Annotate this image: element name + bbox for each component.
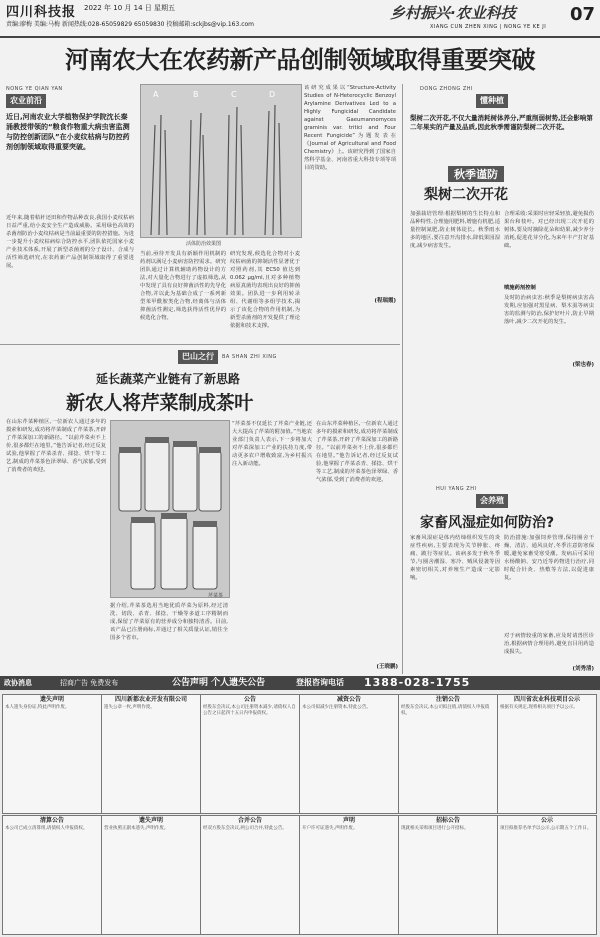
ad-cell bbox=[398, 815, 498, 935]
ad-text: 根据有关规定,现将相关项目予以公示。 bbox=[500, 705, 578, 710]
story2-photo-caption: 芹菜茶 bbox=[208, 593, 224, 599]
story1-tag-pinyin: NONG YE QIAN YAN bbox=[6, 86, 63, 92]
svg-text:C: C bbox=[231, 90, 237, 99]
ad-text: 营业执照正副本遗失,声明作废。 bbox=[104, 826, 169, 831]
story4-tag-pinyin: HUI YANG ZHI bbox=[436, 486, 477, 492]
story2-banner: 巴山之行 bbox=[178, 350, 218, 364]
story1-headline: 河南农大在农药新产品创制领域取得重要突破 bbox=[65, 46, 535, 74]
classified-ads-section bbox=[0, 676, 600, 937]
ad-cell bbox=[497, 815, 597, 935]
wheat-seedling-illustration bbox=[141, 85, 301, 237]
celery-tea-jars-illustration bbox=[111, 421, 229, 597]
story1-body-a: 近年来,随着秸秆还田和作物品种改良,我国小麦纹枯病日益严重,给小麦安全生产造成威胁。采用绿色高效的杀菌剂防治小麦纹枯病是当前最重要的防控措施。为进一步提升小麦纹枯病综合防控水平,团队依托国家小麦产业技术体系,开展了新型杀菌剂的分子设计、合成与活性筛选研究,在农药新产品创制领域取得了重要进展。 bbox=[6, 215, 134, 269]
story3-kicker: 秋季谨防 bbox=[448, 166, 504, 182]
ad-text: 经股东会决议,本公司注册资本减少,请债权人自公告之日起四十五日内申报债权。 bbox=[203, 705, 296, 716]
story1-body-b: 当前,亟待开发具有新颖作用机制的药剂以满足小麦病害防控需求。研究团队通过计算机辅助药物设计的方法,对大量化合物进行了虚拟筛选,从中发现了具有良好抑菌活性的先导化合物,并以此为基础合成了一系列新型苯甲酰胺类化合物,经离体与活体抑菌活性测定,筛选获得活性优异的候选化合物。 bbox=[140, 251, 226, 321]
ads-banner-left: 政协消息 bbox=[4, 679, 32, 687]
ad-text: 经股东会决议,本公司拟注销,请债权人申报债权。 bbox=[401, 705, 490, 716]
story1-photo-caption: 活体防治效果图 bbox=[186, 241, 222, 247]
story4-body-b: 防治措施:加强饲养管理,保持圈舍干燥、清洁、通风良好,冬季注意防寒保暖,避免家畜受寒受潮。发病后可采用水杨酸钠、安乃近等药物进行治疗,同时配合针灸、热敷等方法,以促进康复。 bbox=[504, 535, 594, 581]
page-number: 07 bbox=[570, 4, 596, 25]
ad-cell bbox=[101, 815, 201, 935]
section-pinyin: XIANG CUN ZHEN XING | NONG YE KE JI bbox=[430, 24, 547, 30]
ad-cell bbox=[200, 815, 300, 935]
ad-text: 项目拟推荐名单予以公示,公示期五个工作日。 bbox=[500, 826, 592, 831]
story2-headline: 新农人将芹菜制成茶叶 bbox=[66, 392, 254, 414]
ads-banner bbox=[0, 676, 600, 690]
ad-text: 现就相关采购项目进行公开招标。 bbox=[401, 826, 469, 831]
ad-cell bbox=[200, 694, 300, 814]
ad-title: 遗失声明 bbox=[39, 696, 64, 703]
ad-title: 遗失声明 bbox=[138, 817, 163, 824]
story4-tag: 会养殖 bbox=[476, 494, 508, 508]
story3-headline: 梨树二次开花 bbox=[424, 187, 508, 203]
section-divider bbox=[0, 344, 400, 345]
story3-lead: 梨树二次开花,不仅大量消耗树体养分,严重削弱树势,还会影响第二年果实的产量及品质,因此秋季需谨防梨树二次开花。 bbox=[410, 114, 593, 131]
story1-lead: 近日,河南农业大学植物保护学院沈长秦涌教授带领的“粮食作物重大病虫害监测与防控创新团队”在小麦纹枯病与防控药剂创制领域取得重要突破。 bbox=[6, 113, 130, 151]
ad-text: 开户许可证遗失,声明作废。 bbox=[302, 826, 358, 831]
story2-signature: (王晓鹏) bbox=[376, 664, 398, 670]
story2-kicker: 延长蔬菜产业链有了新思路 bbox=[96, 372, 241, 386]
ad-title: 合并公告 bbox=[237, 817, 262, 824]
svg-text:D: D bbox=[269, 90, 276, 99]
story1-tag: 农业前沿 bbox=[6, 94, 46, 108]
story4-headline: 家畜风湿症如何防治? bbox=[420, 515, 555, 531]
ad-title: 减资公告 bbox=[336, 696, 361, 703]
ad-title: 招标公告 bbox=[435, 817, 460, 824]
story4-body-c: 对于病情较重的家畜,应及时请兽医诊治,根据病情合理用药,避免盲目用药造成损失。 bbox=[504, 633, 594, 655]
story2-banner-pinyin: BA SHAN ZHI XING bbox=[222, 354, 277, 360]
story2-body-b: 据介绍,芹菜茶选用当地优质芹菜为原料,经过清洗、切段、杀青、揉捻、干燥等多道工序精制而成,保留了芹菜原有的营养成分和独特清香。目前,该产品已注册商标,并通过了相关质量认证,销往全国多个省市。 bbox=[110, 603, 228, 641]
ad-cell bbox=[2, 694, 102, 814]
ads-banner-mid: 公告声明 个人遗失公告 bbox=[172, 678, 266, 688]
story3-subhead: 喷施药剂控制 bbox=[504, 285, 536, 291]
section-title: 乡村振兴·农业科技 bbox=[390, 4, 516, 22]
story2-body-a: 在山东芹菜种植区,一位新农人通过多年的摸索和研发,成功将芹菜制成了芹菜茶,开辟了芹菜深加工的新路径。“以前芹菜卖不上价,很多都烂在地里。”他告诉记者,经过反复试验,他掌握了芹菜杀青、揉捻、烘干等工艺,制成的芹菜茶色泽翠绿、香气浓郁,受到了消费者的欢迎。 bbox=[6, 419, 106, 473]
ad-cell bbox=[398, 694, 498, 814]
ad-title: 四川新都农业开发有限公司 bbox=[114, 696, 187, 703]
ad-text: 本公司拟减少注册资本,特此公告。 bbox=[302, 705, 371, 710]
editor-line: 责编:廖梅 美编:马梅 新闻热线:028-65059829 65059830 投稿邮箱:sckjbs@vip.163.com bbox=[6, 21, 255, 28]
ads-phone: 1388-028-1755 bbox=[364, 676, 471, 689]
ad-title: 公告 bbox=[243, 696, 256, 703]
ad-title: 注销公告 bbox=[435, 696, 460, 703]
story1-signature: (程瑞霞) bbox=[374, 298, 396, 304]
ad-cell bbox=[299, 815, 399, 935]
ad-cell bbox=[101, 694, 201, 814]
ad-title: 四川省农业科技项目公示 bbox=[513, 696, 580, 703]
ads-banner-sub: 招商广告 免费发布 bbox=[60, 679, 119, 687]
story3-body-b: 及时防治病虫害:秋季是梨树病虫害高发期,应加强对黑星病、梨木虱等病虫害的监测与防治,保护好叶片,防止早期落叶,减少二次开花的发生。 bbox=[504, 295, 594, 325]
story2-body-d: 在山东芹菜种植区,一位新农人通过多年的摸索和研发,成功将芹菜制成了芹菜茶,开辟了芹菜深加工的新路径。“以前芹菜卖不上价,很多都烂在地里。”他告诉记者,经过反复试验,他掌握了芹菜杀青、揉捻、烘干等工艺,制成的芹菜茶色泽翠绿、香气浓郁,受到了消费者的欢迎。 bbox=[316, 421, 398, 483]
ad-title: 清算公告 bbox=[39, 817, 64, 824]
story4-signature: (刘秀清) bbox=[572, 666, 594, 672]
ad-text: 本公司已成立清算组,请债权人申报债权。 bbox=[5, 826, 88, 831]
ads-banner-right: 登报咨询电话 bbox=[296, 678, 344, 687]
ad-cell bbox=[2, 815, 102, 935]
story3-body-a: 加强栽培管理:根据梨树的生长特点和品种特性,合理施用肥料,增施有机肥,适量控制氮肥,防止树体徒长。秋季雨水多的地区,要注意开沟排水,降低果园湿度,减少病害发生。 bbox=[410, 211, 500, 249]
ad-cell bbox=[497, 694, 597, 814]
ad-text: 本人遗失身份证,特此声明作废。 bbox=[5, 705, 70, 710]
masthead bbox=[0, 0, 600, 38]
story3-tag: 懂种植 bbox=[476, 94, 508, 108]
ad-title: 公示 bbox=[540, 817, 553, 824]
story2-body-c: “芹菜茶不仅延长了芹菜产业链,还大大提高了芹菜的附加值。”当地农业部门负责人表示,下一步将加大对芹菜深加工产业的扶持力度,带动更多农户增收致富,为乡村振兴注入新动能。 bbox=[232, 421, 312, 467]
story3-signature: (梁也春) bbox=[572, 362, 594, 368]
ad-text: 经双方股东会决议,两公司合并,特此公告。 bbox=[203, 826, 287, 831]
svg-text:B: B bbox=[193, 90, 199, 99]
column-divider bbox=[402, 84, 403, 674]
story1-body-d: 该研究成果以“Structure-Activity Studies of N-Heterocyclic Benzoyl Arylamine Derivatives Led to a Highly Fungicidal Candidate against Gaeumannomyces graminis var. tritici and Four Recent Fungicide”为题发表在《Journal of Agricultural and Food Chemistry》上。该研究得到了国家自然科学基金、河南省重大科技专项等项目的资助。 bbox=[304, 85, 396, 171]
story1-body-c: 研究发现,候选化合物对小麦纹枯病菌的抑制活性显著优于对照药剂,其 EC50 值达到 0.062 μg/ml,且对多种植物病原真菌均表现出良好的抑菌效果。团队进一步利用转录组、代谢组等多组学技术,揭示了该化合物的作用机制,为新型杀菌剂的开发提供了理论依据和技术支撑。 bbox=[230, 251, 300, 329]
ad-text: 遗失公章一枚,声明作废。 bbox=[104, 705, 155, 710]
ad-title: 声明 bbox=[342, 817, 355, 824]
story4-body-a: 家畜风湿症是体内结缔组织发生的炎症性疾病,主要表现为关节肿胀、疼痛、跛行等症状。该病多发于秋冬季节,与圈舍潮湿、寒冷、贼风侵袭等因素密切相关,对养殖生产造成一定影响。 bbox=[410, 535, 500, 581]
ad-cell bbox=[299, 694, 399, 814]
story3-tag-pinyin: DONG ZHONG ZHI bbox=[420, 86, 473, 92]
issue-date: 2022 年 10 月 14 日 星期五 bbox=[84, 4, 175, 12]
wheat-seedling-photo bbox=[140, 84, 302, 238]
story3-body-c: 合理采收:采果时应轻采轻放,避免损伤果台和枝叶。对已经出现二次开花的树体,要及时摘除花朵和幼果,减少养分消耗,促进花芽分化,为来年丰产打好基础。 bbox=[504, 211, 594, 249]
celery-tea-photo bbox=[110, 420, 230, 598]
svg-text:A: A bbox=[153, 90, 159, 99]
newspaper-logo: 四川科技报 bbox=[6, 5, 77, 20]
